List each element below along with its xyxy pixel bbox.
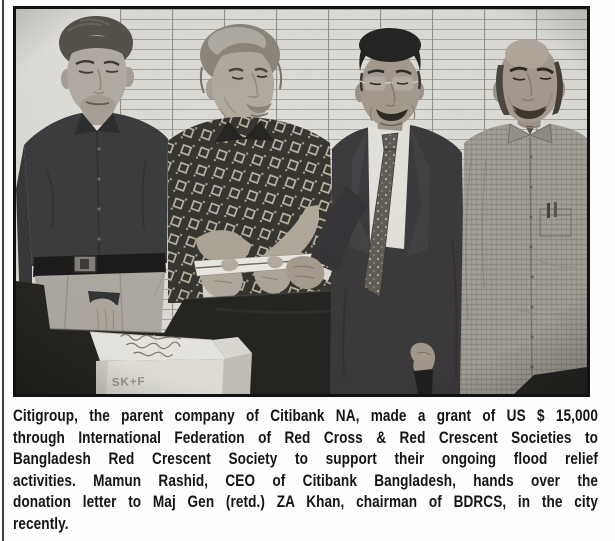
caption-line: donation letter to Maj Gen (retd.) ZA Khan, chairman of BDRCS, in the city	[13, 493, 598, 511]
caption-line: Citigroup, the parent company of Citibank NA, made a grant of US $ 15,000	[13, 407, 598, 425]
photo-caption	[13, 406, 598, 535]
caption-line: activities. Mamun Rashid, CEO of Citibank Bangladesh, hands over the	[13, 471, 598, 490]
newspaper-photo	[16, 9, 587, 394]
film-grain	[16, 9, 587, 394]
photo-frame	[13, 6, 590, 397]
caption-line: through International Federation of Red Cross & Red Crescent Societies to	[13, 428, 598, 447]
column-rule	[2, 0, 4, 541]
caption-text-block	[13, 406, 598, 535]
caption-line: recently.	[13, 514, 69, 533]
caption-line: Bangladesh Red Crescent Society to support their ongoing flood relief	[13, 450, 598, 468]
